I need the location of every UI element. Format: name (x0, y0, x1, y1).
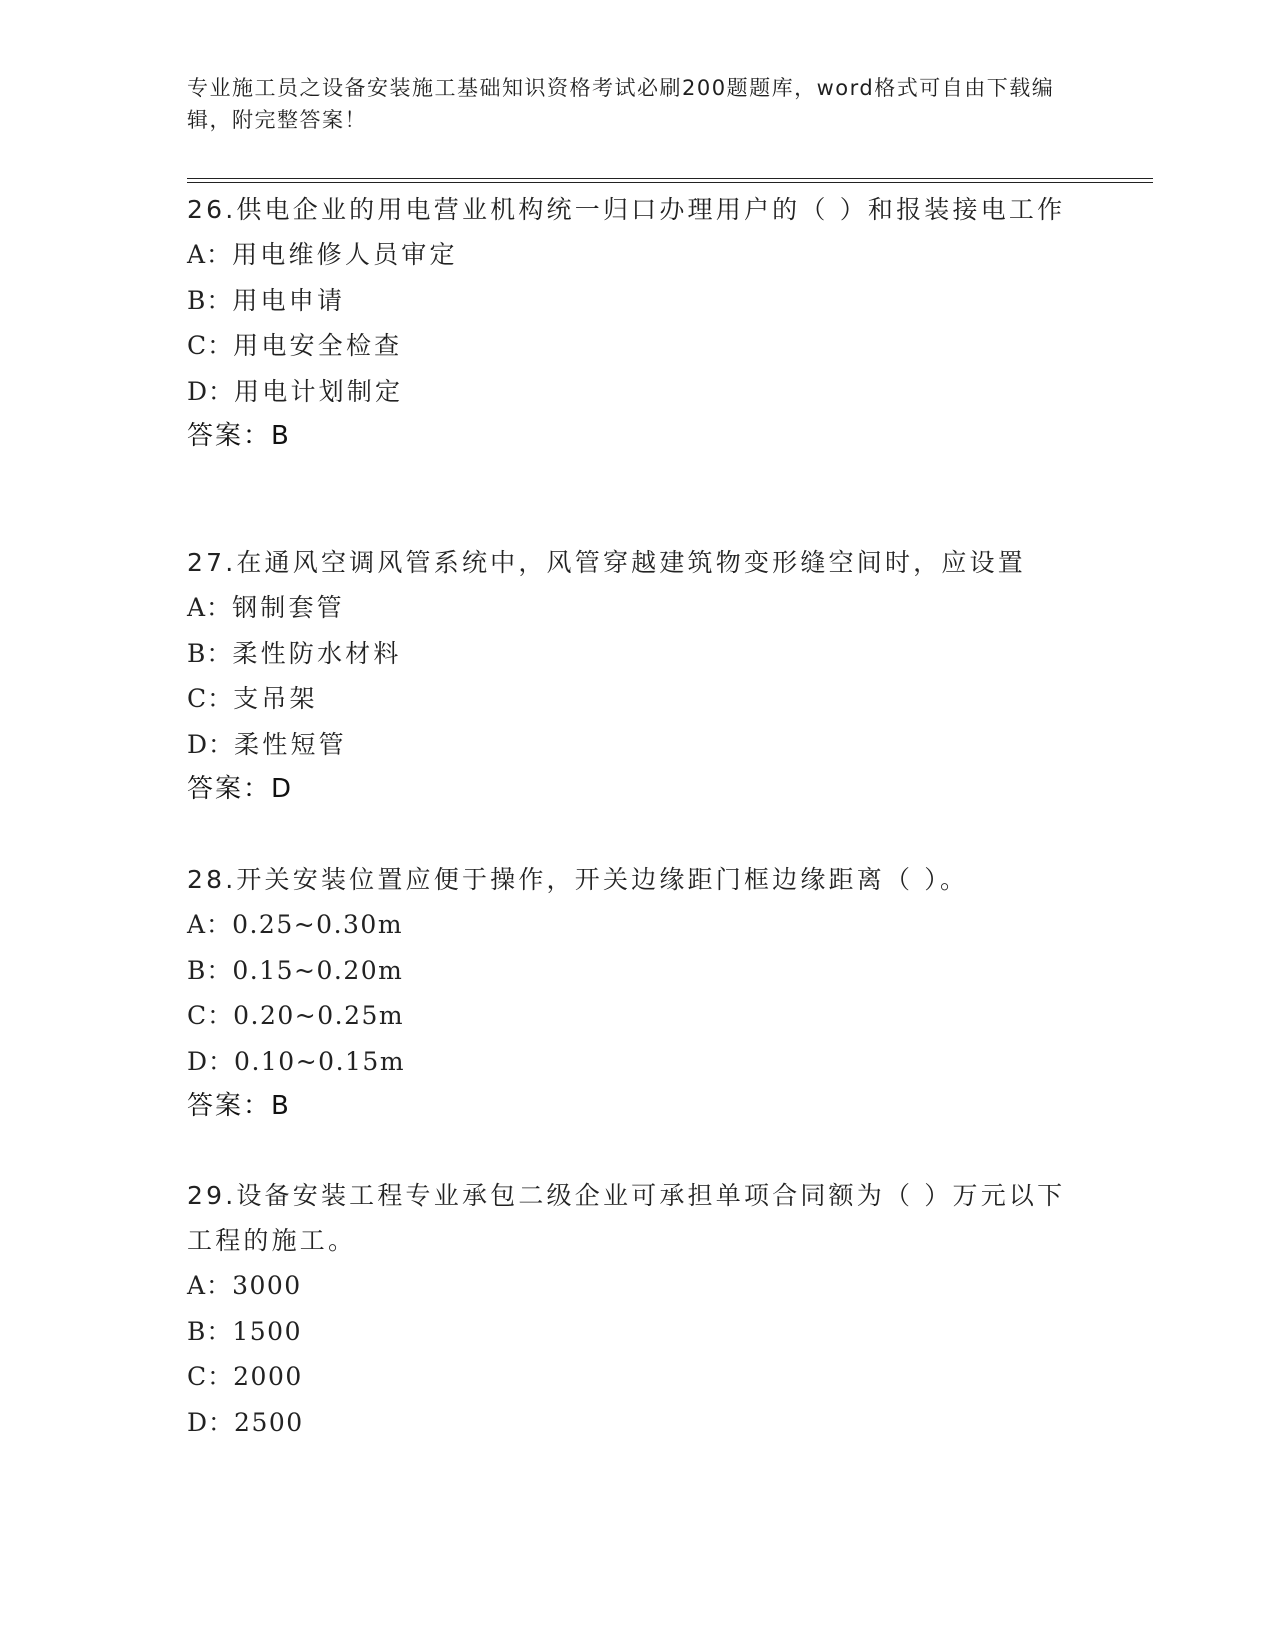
option-d (187, 1400, 1067, 1446)
option-letter: B： (187, 1316, 233, 1346)
option-text: 用电计划制定 (234, 376, 404, 406)
option-letter: C： (187, 684, 234, 713)
option-letter: D： (187, 376, 235, 406)
option-c (187, 1354, 1067, 1400)
option-letter: D： (187, 729, 235, 759)
question-26 (187, 187, 1067, 460)
option-c (187, 993, 1067, 1039)
question-29 (187, 1173, 1067, 1445)
option-letter: D： (187, 1407, 235, 1437)
option-b (187, 1309, 1067, 1355)
option-d (187, 722, 1067, 768)
option-text: 1500 (232, 1316, 302, 1346)
option-text: 3000 (232, 1271, 302, 1300)
option-letter: C： (187, 1001, 234, 1030)
option-letter: C： (187, 1362, 234, 1391)
option-letter: B： (187, 285, 233, 315)
question-28 (187, 857, 1067, 1130)
option-a (187, 1263, 1067, 1309)
answer-line: 答案：B (187, 1091, 291, 1121)
header-divider-bottom (187, 182, 1153, 183)
option-letter: B： (187, 955, 233, 985)
option-a (187, 232, 1067, 278)
option-b (187, 631, 1067, 677)
option-d (187, 369, 1067, 415)
option-a (187, 585, 1067, 631)
option-text: 用电安全检查 (233, 331, 403, 360)
option-text: 0.10~0.15m (234, 1046, 406, 1076)
option-letter: D： (187, 1046, 235, 1076)
header-divider-top (187, 178, 1153, 179)
option-letter: B： (187, 638, 233, 668)
option-letter: A： (187, 910, 233, 939)
option-b (187, 948, 1067, 994)
option-text: 0.20~0.25m (233, 1001, 405, 1030)
question-stem: 27.在通风空调风管系统中，风管穿越建筑物变形缝空间时，应设置 (187, 548, 1026, 577)
option-text: 支吊架 (233, 684, 318, 713)
option-b (187, 278, 1067, 324)
option-letter: C： (187, 331, 234, 360)
question-stem: 29.设备安装工程专业承包二级企业可承担单项合同额为（ ）万元以下工程的施工。 (187, 1181, 1066, 1255)
answer-line: 答案：B (187, 421, 291, 451)
option-d (187, 1039, 1067, 1085)
option-text: 柔性短管 (234, 729, 347, 759)
option-text: 用电维修人员审定 (232, 240, 458, 269)
option-a (187, 902, 1067, 948)
question-stem: 26.供电企业的用电营业机构统一归口办理用户的（ ）和报装接电工作 (187, 195, 1066, 224)
option-text: 钢制套管 (232, 593, 345, 622)
option-c (187, 323, 1067, 369)
question-27 (187, 540, 1067, 813)
option-c (187, 676, 1067, 722)
option-text: 2500 (234, 1407, 304, 1437)
option-text: 2000 (233, 1362, 303, 1391)
option-text: 用电申请 (232, 285, 346, 315)
option-letter: A： (187, 1271, 233, 1300)
option-text: 柔性防水材料 (232, 638, 402, 668)
option-text: 0.25~0.30m (232, 910, 404, 939)
option-letter: A： (187, 240, 233, 269)
question-stem: 28.开关安装位置应便于操作，开关边缘距门框边缘距离（ ）。 (187, 865, 969, 894)
document-intro: 专业施工员之设备安装施工基础知识资格考试必刷200题题库，word格式可自由下载编辑，附完整答案！ (187, 76, 1055, 132)
option-text: 0.15~0.20m (232, 955, 404, 985)
option-letter: A： (187, 593, 233, 622)
answer-line: 答案：D (187, 774, 294, 804)
